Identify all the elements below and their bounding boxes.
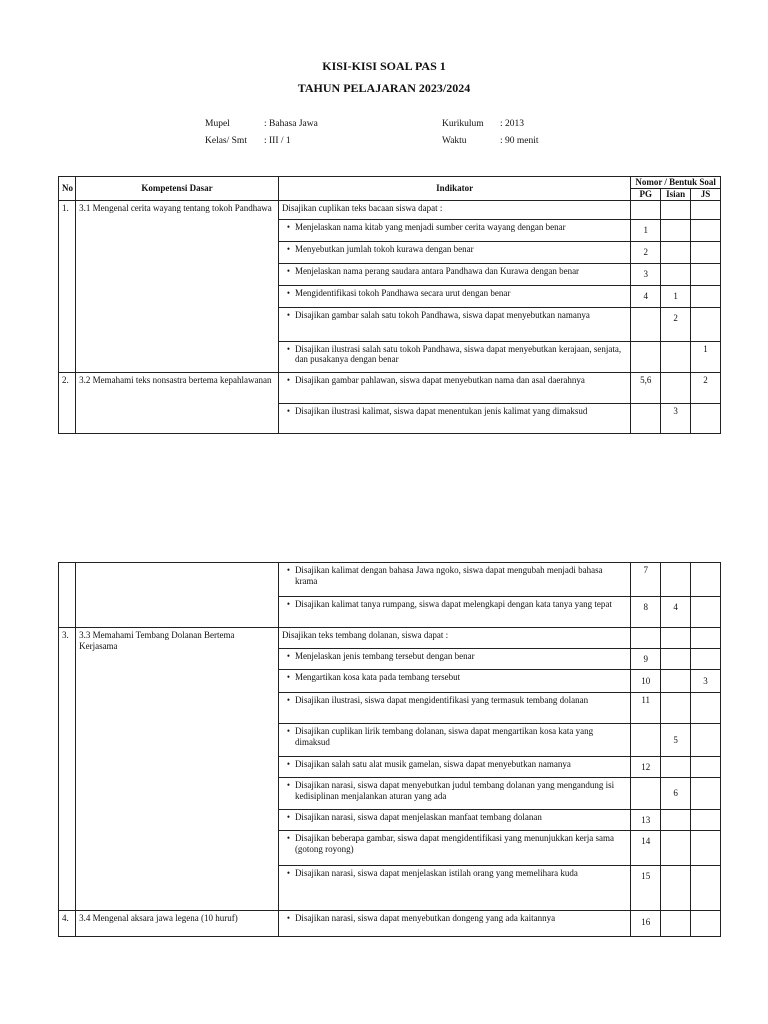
kd1-no: 1. [59,200,76,372]
kd4-no: 4. [59,911,76,937]
indikator-text: Disajikan ilustrasi salah satu tokoh Pandhawa, siswa dapat menyebutkan kerajaan, senjata, dan pusakanya dengan benar [294,343,622,365]
js-cell [691,911,721,937]
js-cell [691,693,721,724]
header-js: JS [691,188,721,200]
pg-cell: 13 [631,810,661,831]
document-title: KISI-KISI SOAL PAS 1 [322,59,446,73]
bullet-icon: • [286,695,291,705]
pg-cell: 1 [631,219,661,241]
kd2-text-cont [76,563,279,628]
isian-cell [661,866,691,911]
pg-cell: 4 [631,285,661,307]
isian-cell [661,693,691,724]
isian-cell: 5 [661,724,691,757]
bullet-icon: • [286,309,291,320]
bullet-icon: • [286,405,291,416]
waktu-value: : 90 menit [500,136,539,146]
bullet-icon: • [286,599,291,609]
indikator-text: Disajikan narasi, siswa dapat menjelaskan istilah orang yang memelihara kuda [294,868,578,878]
indikator-text: Menjelaskan jenis tembang tersebut dengan benar [294,651,475,661]
kelas-label: Kelas/ Smt [205,136,247,146]
kd2-no: 2. [59,372,76,433]
isian-cell: 3 [661,403,691,433]
kurikulum-value: : 2013 [500,119,525,129]
pg-cell [631,341,661,372]
indikator-text: Disajikan gambar salah satu tokoh Pandhawa, siswa dapat menyebutkan namanya [294,309,590,320]
kd1-intro: Disajikan cuplikan teks bacaan siswa dapat : [278,200,630,219]
js-cell [691,866,721,911]
mapel-value: : Bahasa Jawa [264,119,318,129]
bullet-icon: • [286,812,291,822]
bullet-icon: • [286,780,291,790]
indikator-text: Menyebutkan jumlah tokoh kurawa dengan benar [294,243,474,254]
bullet-icon: • [286,287,291,298]
pg-cell: 16 [631,911,661,937]
js-cell [691,263,721,285]
bullet-icon: • [286,243,291,254]
js-cell [691,285,721,307]
kd4-text: 3.4 Mengenal aksara jawa legena (10 huruf) [76,911,279,937]
kd3-no: 3. [59,628,76,911]
header-pg: PG [631,188,661,200]
isian-cell [661,831,691,866]
bullet-icon: • [286,343,291,354]
indikator-text: Disajikan beberapa gambar, siswa dapat mengidentifikasi yang menunjukkan kerja sama (gotong royong) [294,833,614,854]
kurikulum-label: Kurikulum [442,119,484,129]
kd1-text: 3.1 Mengenal cerita wayang tentang tokoh Pandhawa [76,200,279,372]
kisi-kisi-table-page-1 [58,176,721,434]
pg-cell: 8 [631,597,661,628]
kisi-kisi-table-page-2 [58,562,721,937]
bullet-icon: • [286,913,291,923]
pg-cell: 2 [631,241,661,263]
indikator-text: Disajikan ilustrasi, siswa dapat mengidentifikasi yang termasuk tembang dolanan [294,695,589,705]
kd3-text: 3.3 Memahami Tembang Dolanan Bertema Kerjasama [76,628,279,911]
bullet-icon: • [286,868,291,878]
indikator-text: Disajikan ilustrasi kalimat, siswa dapat menentukan jenis kalimat yang dimaksud [294,405,588,416]
js-cell [691,307,721,341]
kd2-text: 3.2 Memahami teks nonsastra bertema kepahlawanan [76,372,279,433]
pg-cell: 5,6 [631,372,661,403]
indikator-text: Disajikan salah satu alat musik gamelan, siswa dapat menyebutkan namanya [294,759,571,769]
isian-cell [661,649,691,670]
bullet-icon: • [286,833,291,843]
pg-cell [631,724,661,757]
isian-cell [661,219,691,241]
pg-cell: 15 [631,866,661,911]
pg-cell [631,307,661,341]
isian-cell [661,341,691,372]
isian-cell [661,670,691,693]
js-cell [691,649,721,670]
js-cell [691,219,721,241]
header-kompetensi-dasar: Kompetensi Dasar [76,177,279,201]
isian-cell [661,911,691,937]
bullet-icon: • [286,565,291,575]
pg-cell: 11 [631,693,661,724]
bullet-icon: • [286,759,291,769]
kelas-value: : III / 1 [264,136,291,146]
js-cell [691,241,721,263]
isian-cell [661,263,691,285]
js-cell: 3 [691,670,721,693]
js-cell [691,597,721,628]
js-cell [691,403,721,433]
indikator-text: Menjelaskan nama kitab yang menjadi sumber cerita wayang dengan benar [294,221,566,232]
js-cell: 2 [691,372,721,403]
isian-cell [661,372,691,403]
bullet-icon: • [286,265,291,276]
indikator-text: Disajikan narasi, siswa dapat menyebutkan judul tembang dolanan yang mengandung isi kedisiplinan menjalankan aturan yang ada [294,780,615,801]
isian-cell: 1 [661,285,691,307]
indikator-text: Disajikan narasi, siswa dapat menjelaskan manfaat tembang dolanan [294,812,542,822]
indikator-text: Disajikan kalimat tanya rumpang, siswa dapat melengkapi dengan kata tanya yang tepat [294,599,612,609]
header-isian: Isian [661,188,691,200]
isian-cell [661,810,691,831]
table-row [59,911,721,937]
pg-cell: 14 [631,831,661,866]
js-cell: 1 [691,341,721,372]
isian-cell: 6 [661,778,691,810]
indikator-text: Menjelaskan nama perang saudara antara Pandhawa dan Kurawa dengan benar [294,265,580,276]
js-cell [691,563,721,597]
indikator-text: Mengidentifikasi tokoh Pandhawa secara urut dengan benar [294,287,511,298]
header-no: No [59,177,76,201]
indikator-text: Mengartikan kosa kata pada tembang tersebut [294,672,461,682]
pg-cell [631,778,661,810]
pg-cell: 9 [631,649,661,670]
indikator-text: Disajikan gambar pahlawan, siswa dapat menyebutkan nama dan asal daerahnya [294,374,585,385]
waktu-label: Waktu [442,136,467,146]
isian-cell: 2 [661,307,691,341]
pg-cell: 10 [631,670,661,693]
js-cell [691,831,721,866]
bullet-icon: • [286,672,291,682]
header-indikator: Indikator [278,177,630,201]
document-subtitle: TAHUN PELAJARAN 2023/2024 [297,81,471,95]
table-row [59,372,721,403]
pg-cell: 3 [631,263,661,285]
isian-cell [661,241,691,263]
indikator-text: Disajikan narasi, siswa dapat menyebutkan dongeng yang ada kaitannya [294,913,556,923]
bullet-icon: • [286,726,291,736]
isian-cell: 4 [661,597,691,628]
js-cell [691,810,721,831]
js-cell [691,724,721,757]
mapel-label: Mupel [205,119,230,129]
header-nomor-bentuk-soal: Nomor / Bentuk Soal [631,177,721,189]
isian-cell [661,563,691,597]
bullet-icon: • [286,221,291,232]
kd3-intro: Disajikan teks tembang dolanan, siswa dapat : [278,628,630,649]
table-row [59,563,721,597]
pg-cell [631,403,661,433]
js-cell [691,757,721,778]
kd2-no-cont [59,563,76,628]
indikator-text: Disajikan kalimat dengan bahasa Jawa ngoko, siswa dapat mengubah menjadi bahasa krama [294,565,603,586]
js-cell [691,778,721,810]
indikator-text: Disajikan cuplikan lirik tembang dolanan, siswa dapat mengartikan kosa kata yang dimaksud [294,726,594,747]
pg-cell: 12 [631,757,661,778]
bullet-icon: • [286,651,291,661]
isian-cell [661,757,691,778]
pg-cell: 7 [631,563,661,597]
bullet-icon: • [286,374,291,385]
